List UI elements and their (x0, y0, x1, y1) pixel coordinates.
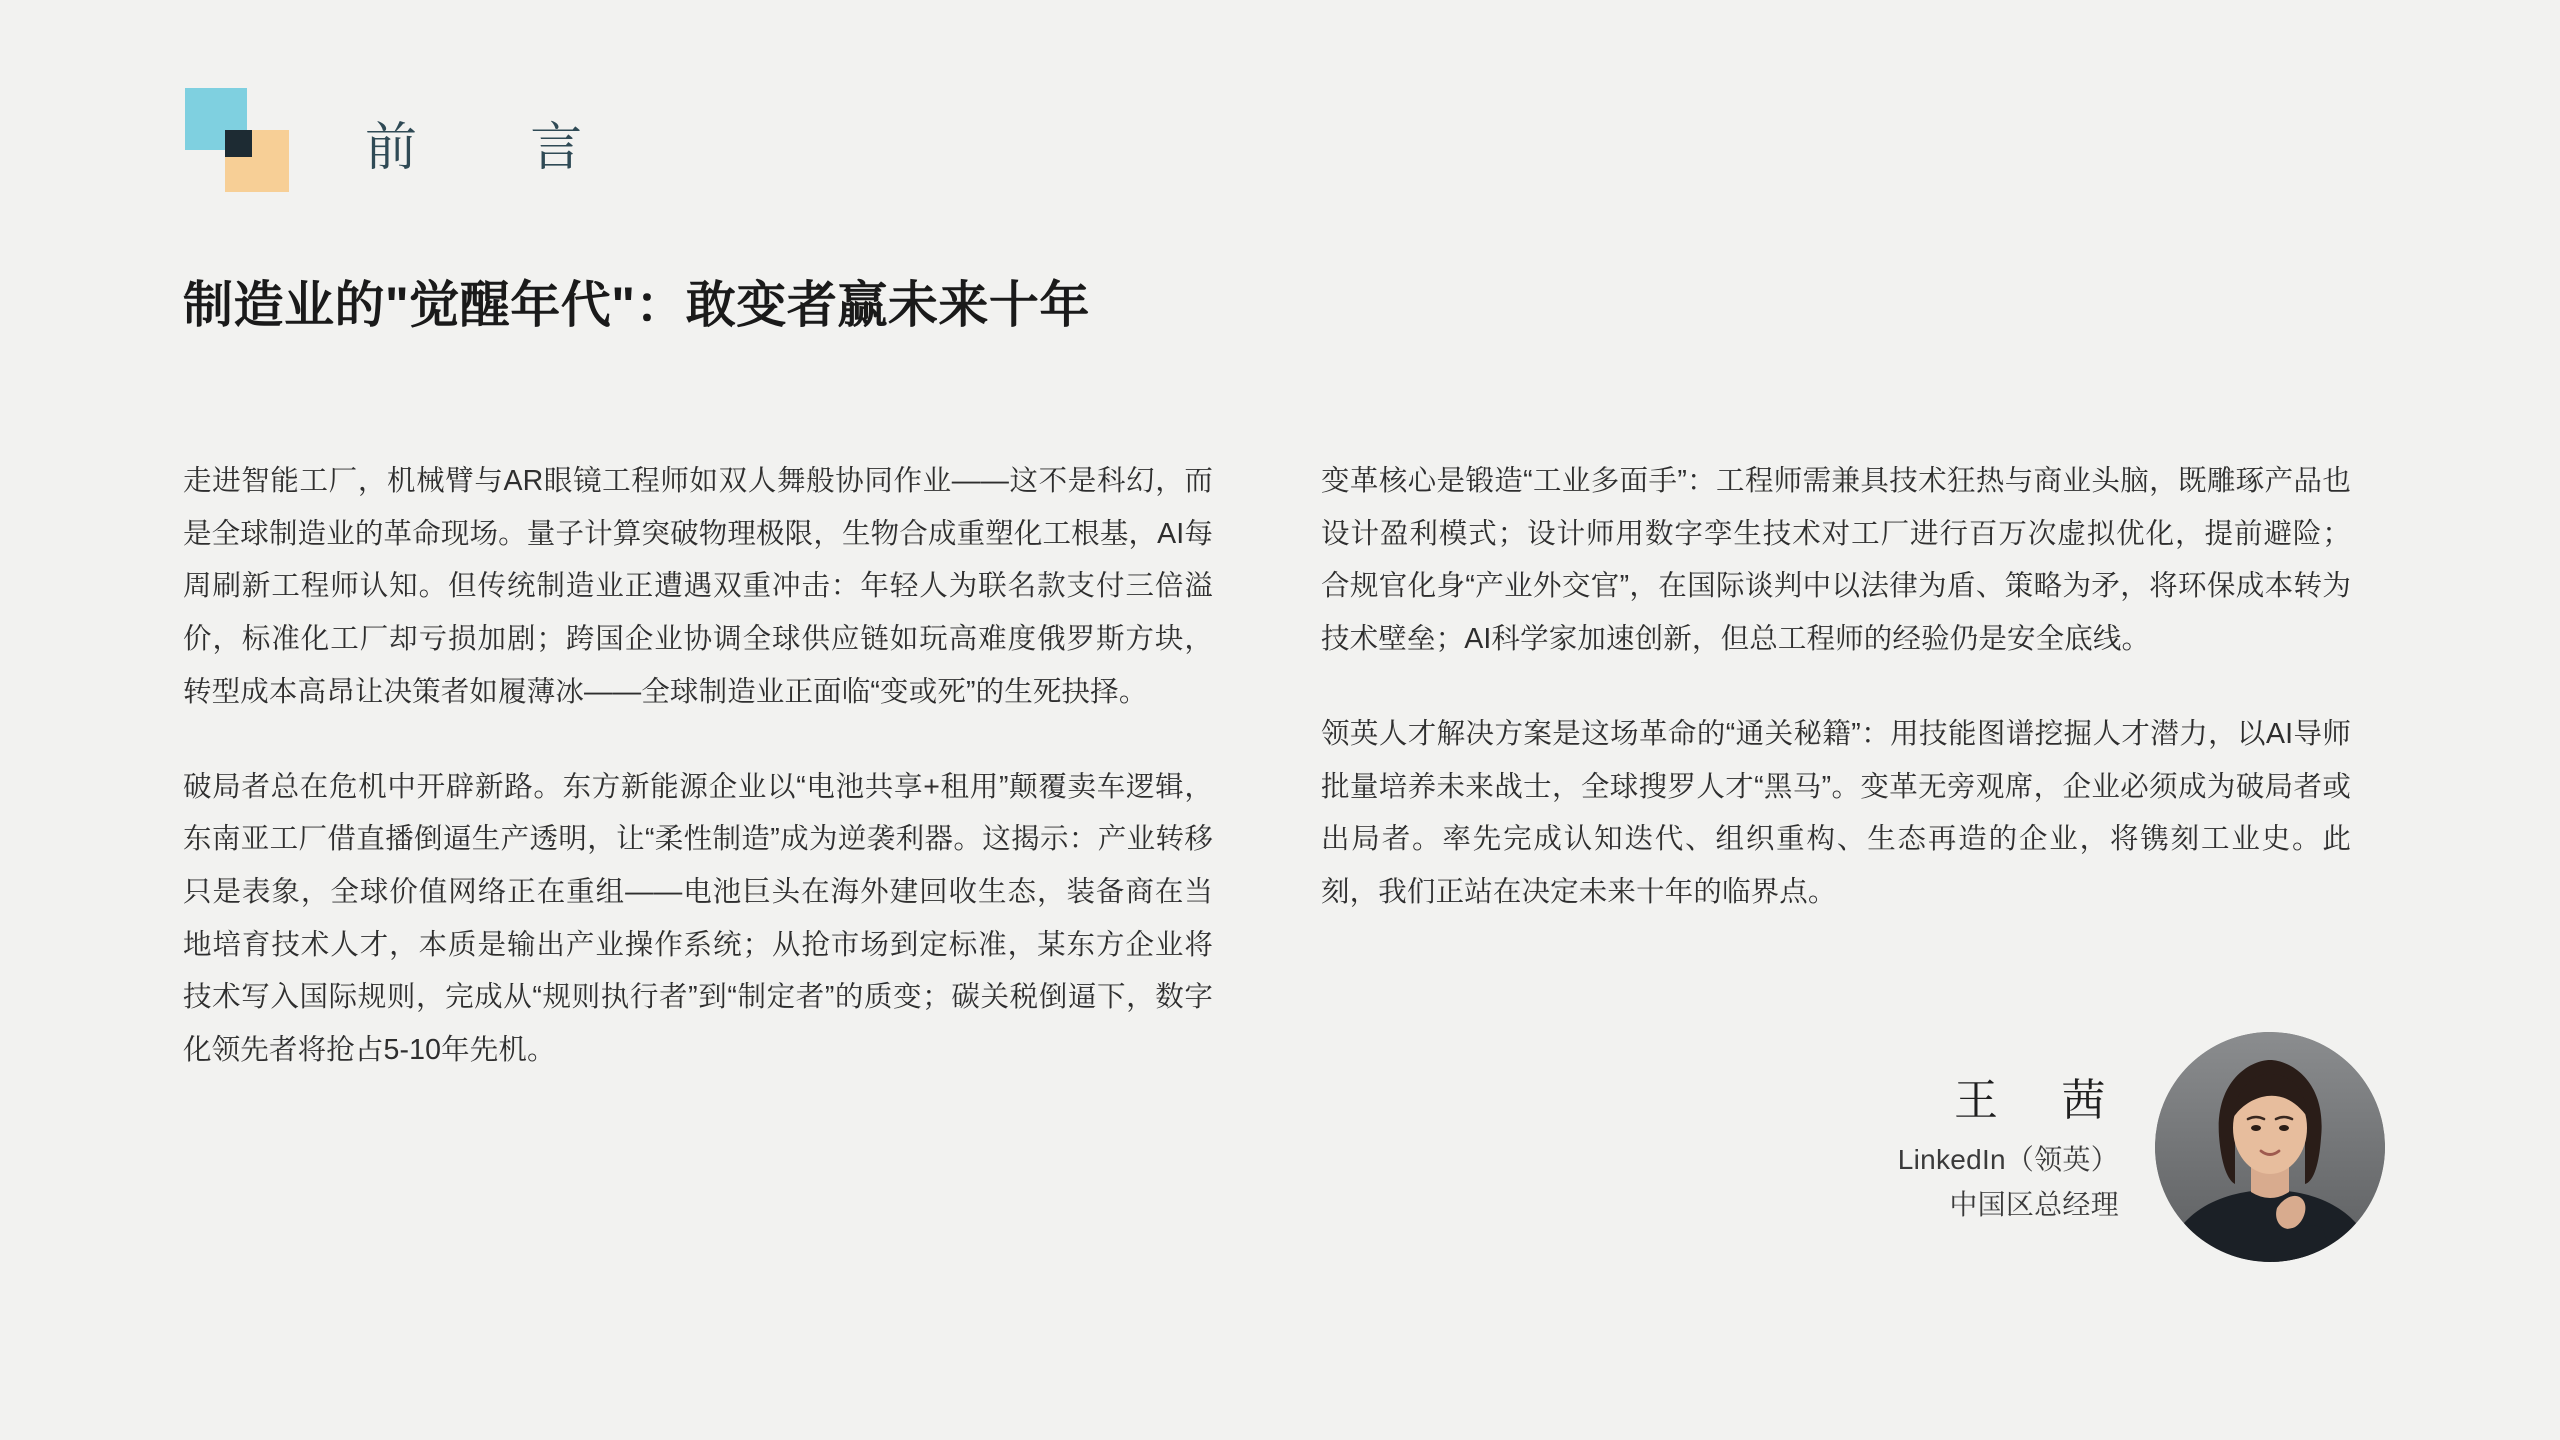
paragraph: 破局者总在危机中开辟新路。东方新能源企业以“电池共享+租用”颠覆卖车逻辑，东南亚工厂借直播倒逼生产透明，让“柔性制造”成为逆袭利器。这揭示：产业转移只是表象，全球价值网络正在重组——电池巨头在海外建回收生态，装备商在当地培育技术人才，本质是输出产业操作系统；从抢市场到定标准，某东方企业将技术写入国际规则，完成从“规则执行者”到“制定者”的质变；碳关税倒逼下，数字化领先者将抢占5-10年先机。 (183, 770, 1213, 1067)
section-title: 前 言 (365, 118, 598, 177)
page-title: 制造业的"觉醒年代"：敢变者赢未来十年 (183, 277, 1090, 333)
paragraph: 走进智能工厂，机械臂与AR眼镜工程师如双人舞般协同作业——这不是科幻，而是全球制造业的革命现场。量子计算突破物理极限，生物合成重塑化工根基，AI每周刷新工程师认知。但传统制造业正遭遇双重冲击：年轻人为联名款支付三倍溢价，标准化工厂却亏损加剧；跨国企业协调全球供应链如玩高难度俄罗斯方块，转型成本高昂让决策者如履薄冰——全球制造业正面临“变或死”的生死抉择。 (183, 465, 1213, 708)
signature-org: LinkedIn（领英） (1897, 1144, 2119, 1176)
paragraph: 变革核心是锻造“工业多面手”：工程师需兼具技术狂热与商业头脑，既雕琢产品也设计盈利模式；设计师用数字孪生技术对工厂进行百万次虚拟优化，提前避险；合规官化身“产业外交官”，在国际谈判中以法律为盾、策略为矛，将环保成本转为技术壁垒；AI科学家加速创新，但总工程师的经验仍是安全底线。 (1321, 465, 2351, 656)
left-column (183, 455, 1213, 1077)
avatar (2155, 1032, 2385, 1262)
signature-name: 王 茜 (1953, 1075, 2115, 1125)
signature-role: 中国区总经理 (1949, 1188, 2119, 1220)
signature-block (1898, 1032, 2385, 1262)
slide-header (185, 88, 598, 196)
body-columns (183, 455, 2383, 1077)
signature-text (1898, 1069, 2119, 1226)
logo-square-dark-icon (225, 130, 252, 157)
right-column (1321, 455, 2351, 1077)
paragraph: 领英人才解决方案是这场革命的“通关秘籍”：用技能图谱挖掘人才潜力，以AI导师批量培养未来战士，全球搜罗人才“黑马”。变革无旁观席，企业必须成为破局者或出局者。率先完成认知迭代、组织重构、生态再造的企业，将镌刻工业史。此刻，我们正站在决定未来十年的临界点。 (1321, 717, 2351, 909)
logo-mark-icon (185, 88, 297, 196)
